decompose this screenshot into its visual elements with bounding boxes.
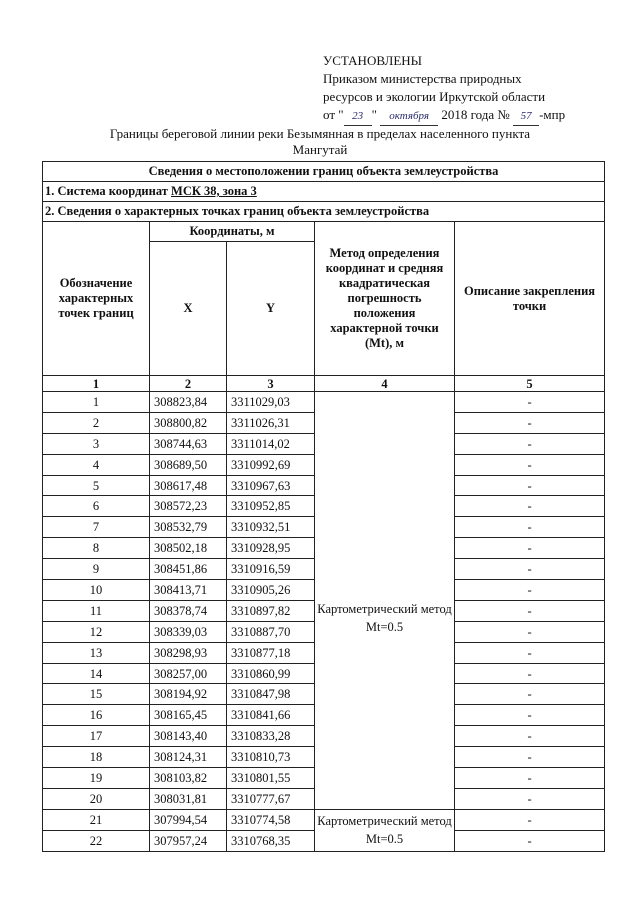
point-number: 9 xyxy=(43,559,150,580)
fixing-description: - xyxy=(455,684,605,705)
coord-y: 3311029,03 xyxy=(227,392,315,413)
coord-y: 3310992,69 xyxy=(227,454,315,475)
handwritten-day: 23 xyxy=(344,107,372,126)
col-number: 2 xyxy=(150,376,227,392)
coord-y: 3310928,95 xyxy=(227,538,315,559)
coord-y: 3310833,28 xyxy=(227,726,315,747)
coord-x: 308617,48 xyxy=(150,475,227,496)
fixing-description: - xyxy=(455,600,605,621)
point-number: 19 xyxy=(43,768,150,789)
coord-x: 308031,81 xyxy=(150,788,227,809)
coord-system-prefix: 1. Система координат xyxy=(45,184,172,198)
points-header-row xyxy=(43,202,605,222)
col-number: 3 xyxy=(227,376,315,392)
document-title xyxy=(40,126,600,158)
point-number: 8 xyxy=(43,538,150,559)
col-number: 5 xyxy=(455,376,605,392)
section-header-row xyxy=(43,162,605,182)
col-y: Y xyxy=(227,242,315,376)
quote-close: " xyxy=(371,107,377,122)
point-number: 2 xyxy=(43,412,150,433)
coord-x: 308339,03 xyxy=(150,621,227,642)
coord-x: 308257,00 xyxy=(150,663,227,684)
coord-y: 3310777,67 xyxy=(227,788,315,809)
coord-x: 308194,92 xyxy=(150,684,227,705)
coord-y: 3310952,85 xyxy=(227,496,315,517)
fixing-description: - xyxy=(455,747,605,768)
title-line2: Мангутай xyxy=(292,142,348,157)
point-number: 5 xyxy=(43,475,150,496)
fixing-description: - xyxy=(455,412,605,433)
approval-line2: ресурсов и экологии Иркутской области xyxy=(323,89,546,104)
point-number: 4 xyxy=(43,454,150,475)
handwritten-month: октября xyxy=(380,107,438,126)
coord-x: 308744,63 xyxy=(150,433,227,454)
coord-x: 307994,54 xyxy=(150,809,227,830)
coord-y: 3310877,18 xyxy=(227,642,315,663)
title-line1: Границы береговой линии реки Безымянная в пределах населенного пункта xyxy=(109,126,531,141)
coord-x: 308800,82 xyxy=(150,412,227,433)
point-number: 13 xyxy=(43,642,150,663)
coord-x: 307957,24 xyxy=(150,830,227,851)
fixing-description: - xyxy=(455,788,605,809)
coord-y: 3310841,66 xyxy=(227,705,315,726)
coord-y: 3310774,58 xyxy=(227,809,315,830)
fixing-description: - xyxy=(455,768,605,789)
col-number: 4 xyxy=(315,376,455,392)
fixing-description: - xyxy=(455,517,605,538)
coord-x: 308143,40 xyxy=(150,726,227,747)
point-number: 15 xyxy=(43,684,150,705)
coord-y: 3310905,26 xyxy=(227,580,315,601)
point-number: 11 xyxy=(43,600,150,621)
coord-x: 308502,18 xyxy=(150,538,227,559)
approval-line1: Приказом министерства природных xyxy=(323,71,522,86)
coord-x: 308165,45 xyxy=(150,705,227,726)
coord-y: 3310916,59 xyxy=(227,559,315,580)
point-number: 3 xyxy=(43,433,150,454)
point-number: 17 xyxy=(43,726,150,747)
coord-x: 308823,84 xyxy=(150,392,227,413)
fixing-description: - xyxy=(455,433,605,454)
year-text: 2018 года № xyxy=(441,107,510,122)
doc-suffix: -мпр xyxy=(539,107,566,122)
col-number: 1 xyxy=(43,376,150,392)
method-cell: Картометрический метод Mt=0.5 xyxy=(315,392,455,810)
point-number: 7 xyxy=(43,517,150,538)
coord-x: 308298,93 xyxy=(150,642,227,663)
fixing-description: - xyxy=(455,809,605,830)
point-number: 12 xyxy=(43,621,150,642)
coord-y: 3310967,63 xyxy=(227,475,315,496)
point-number: 22 xyxy=(43,830,150,851)
fixing-description: - xyxy=(455,559,605,580)
coord-y: 3310847,98 xyxy=(227,684,315,705)
fixing-description: - xyxy=(455,454,605,475)
coord-system xyxy=(43,182,605,202)
table-body xyxy=(43,392,605,852)
fixing-description: - xyxy=(455,642,605,663)
fixing-description: - xyxy=(455,663,605,684)
coord-system-value: МСК 38, зона 3 xyxy=(171,184,257,198)
approval-heading: УСТАНОВЛЕНЫ xyxy=(323,53,422,68)
coord-y: 3310768,35 xyxy=(227,830,315,851)
coord-x: 308451,86 xyxy=(150,559,227,580)
coord-x: 308124,31 xyxy=(150,747,227,768)
coord-y: 3310932,51 xyxy=(227,517,315,538)
coord-y: 3311026,31 xyxy=(227,412,315,433)
method-cell: Картометрический метод Mt=0.5 xyxy=(315,809,455,851)
fixing-description: - xyxy=(455,726,605,747)
fixing-description: - xyxy=(455,496,605,517)
col-description: Описание закрепления точки xyxy=(455,222,605,376)
point-number: 1 xyxy=(43,392,150,413)
coord-x: 308572,23 xyxy=(150,496,227,517)
points-header: 2. Сведения о характерных точках границ объекта землеустройства xyxy=(43,202,605,222)
col-coords: Координаты, м xyxy=(150,222,315,242)
table-row xyxy=(43,809,605,830)
point-number: 14 xyxy=(43,663,150,684)
fixing-description: - xyxy=(455,475,605,496)
fixing-description: - xyxy=(455,580,605,601)
approval-date-line xyxy=(323,106,565,126)
point-number: 21 xyxy=(43,809,150,830)
handwritten-doc-number: 57 xyxy=(513,107,539,126)
boundary-table xyxy=(42,161,605,852)
point-number: 10 xyxy=(43,580,150,601)
col-method: Метод определения координат и средняя квадратическая погрешность положения характерной точки (Mt), м xyxy=(315,222,455,376)
coord-system-row xyxy=(43,182,605,202)
coord-x: 308378,74 xyxy=(150,600,227,621)
coord-y: 3310887,70 xyxy=(227,621,315,642)
point-number: 18 xyxy=(43,747,150,768)
coord-y: 3310801,55 xyxy=(227,768,315,789)
fixing-description: - xyxy=(455,621,605,642)
date-prefix: от " xyxy=(323,107,344,122)
fixing-description: - xyxy=(455,538,605,559)
fixing-description: - xyxy=(455,830,605,851)
point-number: 16 xyxy=(43,705,150,726)
coord-y: 3310860,99 xyxy=(227,663,315,684)
coord-y: 3311014,02 xyxy=(227,433,315,454)
col-designation: Обозначение характерных точек границ xyxy=(43,222,150,376)
coord-x: 308532,79 xyxy=(150,517,227,538)
column-numbers-row xyxy=(43,376,605,392)
approval-block xyxy=(323,52,565,126)
table-row xyxy=(43,392,605,413)
coord-x: 308689,50 xyxy=(150,454,227,475)
coord-y: 3310810,73 xyxy=(227,747,315,768)
column-header-row xyxy=(43,222,605,242)
fixing-description: - xyxy=(455,705,605,726)
point-number: 20 xyxy=(43,788,150,809)
coord-x: 308413,71 xyxy=(150,580,227,601)
section-header: Сведения о местоположении границ объекта землеустройства xyxy=(43,162,605,182)
point-number: 6 xyxy=(43,496,150,517)
coord-y: 3310897,82 xyxy=(227,600,315,621)
coord-x: 308103,82 xyxy=(150,768,227,789)
fixing-description: - xyxy=(455,392,605,413)
col-x: X xyxy=(150,242,227,376)
